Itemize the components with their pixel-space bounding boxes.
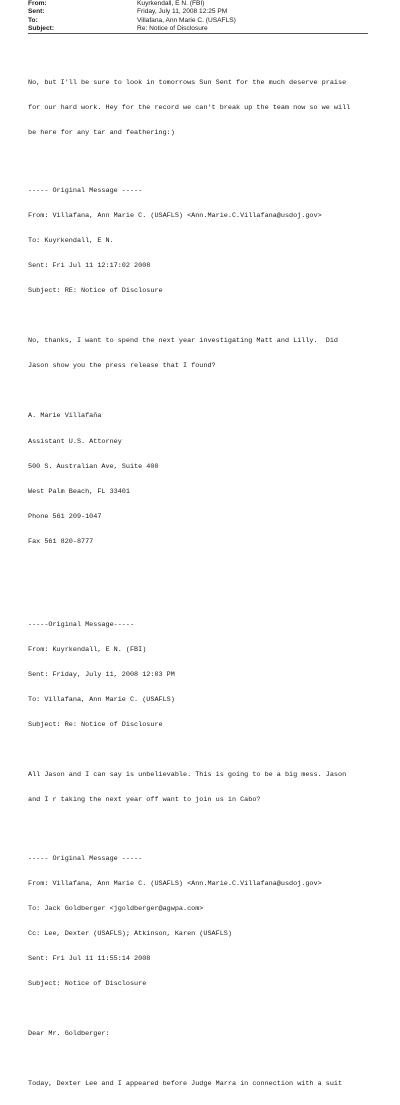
- header-to-value: Villafana, Ann Marie C. (USAFLS): [137, 16, 236, 24]
- header-from-label: From:: [28, 0, 47, 7]
- header-subject-row: [28, 25, 236, 33]
- spacer: [28, 54, 393, 62]
- header-divider: [28, 33, 368, 34]
- email-header: [28, 0, 236, 33]
- reply-line: be here for any tar and feathering:): [28, 128, 175, 137]
- signature-line: 500 S. Australian Ave, Suite 400: [28, 462, 159, 471]
- signature-line: West Palm Beach, FL 33401: [28, 487, 130, 496]
- msg3-sent: Sent: Friday, July 11, 2008 12:03 PM: [28, 671, 175, 680]
- msg2-subject: Subject: RE: Notice of Disclosure: [28, 287, 163, 296]
- msg4-body-line: Dear Mr. Goldberger:: [28, 1029, 110, 1038]
- email-body: [28, 37, 393, 1105]
- header-to-row: [28, 17, 236, 25]
- header-subject-value: Re: Notice of Disclosure: [137, 24, 208, 32]
- header-from-value: Kuyrkendall, E N. (FBI): [137, 0, 205, 7]
- original-message-separator: ----- Original Message -----: [28, 187, 143, 196]
- spacer: [28, 154, 393, 162]
- msg4-sent: Sent: Fri Jul 11 11:55:14 2008: [28, 954, 151, 963]
- msg4-to: To: Jack Goldberger <jgoldberger@agwpa.com>: [28, 904, 204, 913]
- header-sent-label: Sent:: [28, 8, 45, 16]
- msg3-subject: Subject: Re: Notice of Disclosure: [28, 721, 163, 730]
- spacer: [28, 387, 393, 395]
- msg4-subject: Subject: Notice of Disclosure: [28, 979, 147, 988]
- header-sent-value: Friday, July 11, 2008 12:25 PM: [137, 8, 228, 16]
- msg2-body-line: No, thanks, I want to spend the next year investigating Matt and Lilly. Did: [28, 337, 338, 346]
- reply-line: No, but I'll be sure to look in tomorrows Sun Sent for the much deserve praise: [28, 78, 347, 87]
- signature-line: Assistant U.S. Attorney: [28, 437, 122, 446]
- msg2-to: To: Kuyrkendall, E N.: [28, 237, 114, 246]
- msg4-body-line: Today, Dexter Lee and I appeared before Judge Marra in connection with a suit: [28, 1079, 343, 1088]
- header-sent-row: [28, 8, 236, 16]
- msg4-cc: Cc: Lee, Dexter (USAFLS); Atkinson, Karen (USAFLS): [28, 929, 232, 938]
- header-from-row: [28, 0, 236, 8]
- spacer: [28, 312, 393, 320]
- spacer: [28, 821, 393, 829]
- msg4-from: From: Villafana, Ann Marie C. (USAFLS) <Ann.Marie.C.Villafana@usdoj.gov>: [28, 879, 322, 888]
- msg3-to: To: Villafana, Ann Marie C. (USAFLS): [28, 696, 175, 705]
- signature-line: A. Marie Villafaña: [28, 412, 102, 421]
- msg3-body-line: and I r taking the next year off want to join us in Cabo?: [28, 796, 261, 805]
- msg3-body-line: All Jason and I can say is unbelievable. This is going to be a big mess. Jason: [28, 771, 347, 780]
- original-message-separator: ----- Original Message -----: [28, 854, 143, 863]
- header-to-label: To:: [28, 16, 38, 24]
- reply-line: for our hard work. Hey for the record we can't break up the team now so we will: [28, 103, 351, 112]
- spacer: [28, 746, 393, 754]
- msg2-body-line: Jason show you the press release that I found?: [28, 362, 216, 371]
- msg2-from: From: Villafana, Ann Marie C. (USAFLS) <Ann.Marie.C.Villafana@usdoj.gov>: [28, 212, 322, 221]
- msg2-sent: Sent: Fri Jul 11 12:17:02 2008: [28, 262, 151, 271]
- signature-line: Fax 561 820-8777: [28, 537, 94, 546]
- spacer: [28, 1055, 393, 1063]
- original-message-separator: -----Original Message-----: [28, 621, 135, 630]
- spacer: [28, 1005, 393, 1013]
- spacer: [28, 588, 393, 596]
- signature-line: Phone 561 209-1047: [28, 512, 102, 521]
- msg3-from: From: Kuyrkendall, E N. (FBI): [28, 646, 147, 655]
- header-subject-label: Subject:: [28, 24, 55, 32]
- spacer: [28, 563, 393, 571]
